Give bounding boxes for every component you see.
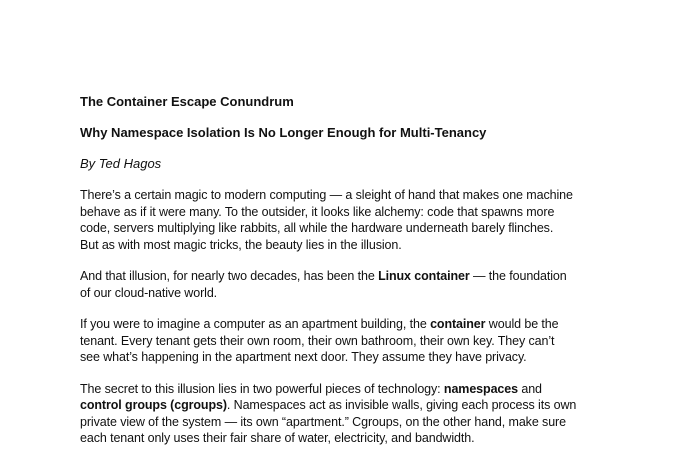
paragraph-line: code, servers multiplying like rabbits, all while the hardware underneath barely flinches. [80, 221, 554, 235]
paragraph-2 [80, 268, 670, 301]
bold-term-namespaces: namespaces [443, 381, 518, 396]
paragraph-3 [80, 316, 670, 366]
paragraph-line [80, 316, 670, 333]
text-run: and [517, 381, 542, 396]
text-run: — the foundation [469, 269, 567, 283]
document-body [80, 93, 670, 462]
paragraph-line: behave as if it were many. To the outsider, it looks like alchemy: code that spawns more [80, 204, 555, 219]
paragraph-line: But as with most magic tricks, the beauty lies in the illusion. [80, 237, 402, 252]
paragraph-line: tenant. Every tenant gets their own room, their own bathroom, their own key. They can’t [80, 333, 555, 348]
author-byline: By Ted Hagos [80, 156, 162, 171]
paragraph-line: see what’s happening in the apartment next door. They assume they have privacy. [80, 350, 527, 364]
text-run: And that illusion, for nearly two decades, has been the [80, 269, 379, 283]
document-title: The Container Escape Conundrum [80, 94, 294, 109]
paragraph-line: of our cloud-native world. [80, 285, 218, 300]
text-run: would be the [485, 317, 559, 331]
paragraph-line: private view of the system — its own “apartment.” Cgroups, on the other hand, make sure [80, 414, 566, 429]
bold-term-container: container [430, 317, 486, 331]
document-subtitle: Why Namespace Isolation Is No Longer Enough for Multi-Tenancy [80, 125, 487, 140]
bold-term-cgroups: control groups (cgroups) [80, 398, 227, 412]
text-run: If you were to imagine a computer as an apartment building, the [80, 317, 431, 331]
paragraph-4 [80, 381, 670, 447]
paragraph-line: There’s a certain magic to modern computing — a sleight of hand that makes one machine [80, 188, 573, 202]
paragraph-line [80, 381, 670, 398]
bold-term-linux-container: Linux container [378, 269, 470, 283]
paragraph-1 [80, 187, 670, 253]
paragraph-line [80, 397, 670, 414]
paragraph-line: each tenant only uses their fair share of water, electricity, and bandwidth. [80, 431, 475, 445]
text-run: The secret to this illusion lies in two powerful pieces of technology: [80, 381, 444, 396]
paragraph-line [80, 268, 670, 285]
text-run: . Namespaces act as invisible walls, giving each process its own [226, 398, 577, 412]
